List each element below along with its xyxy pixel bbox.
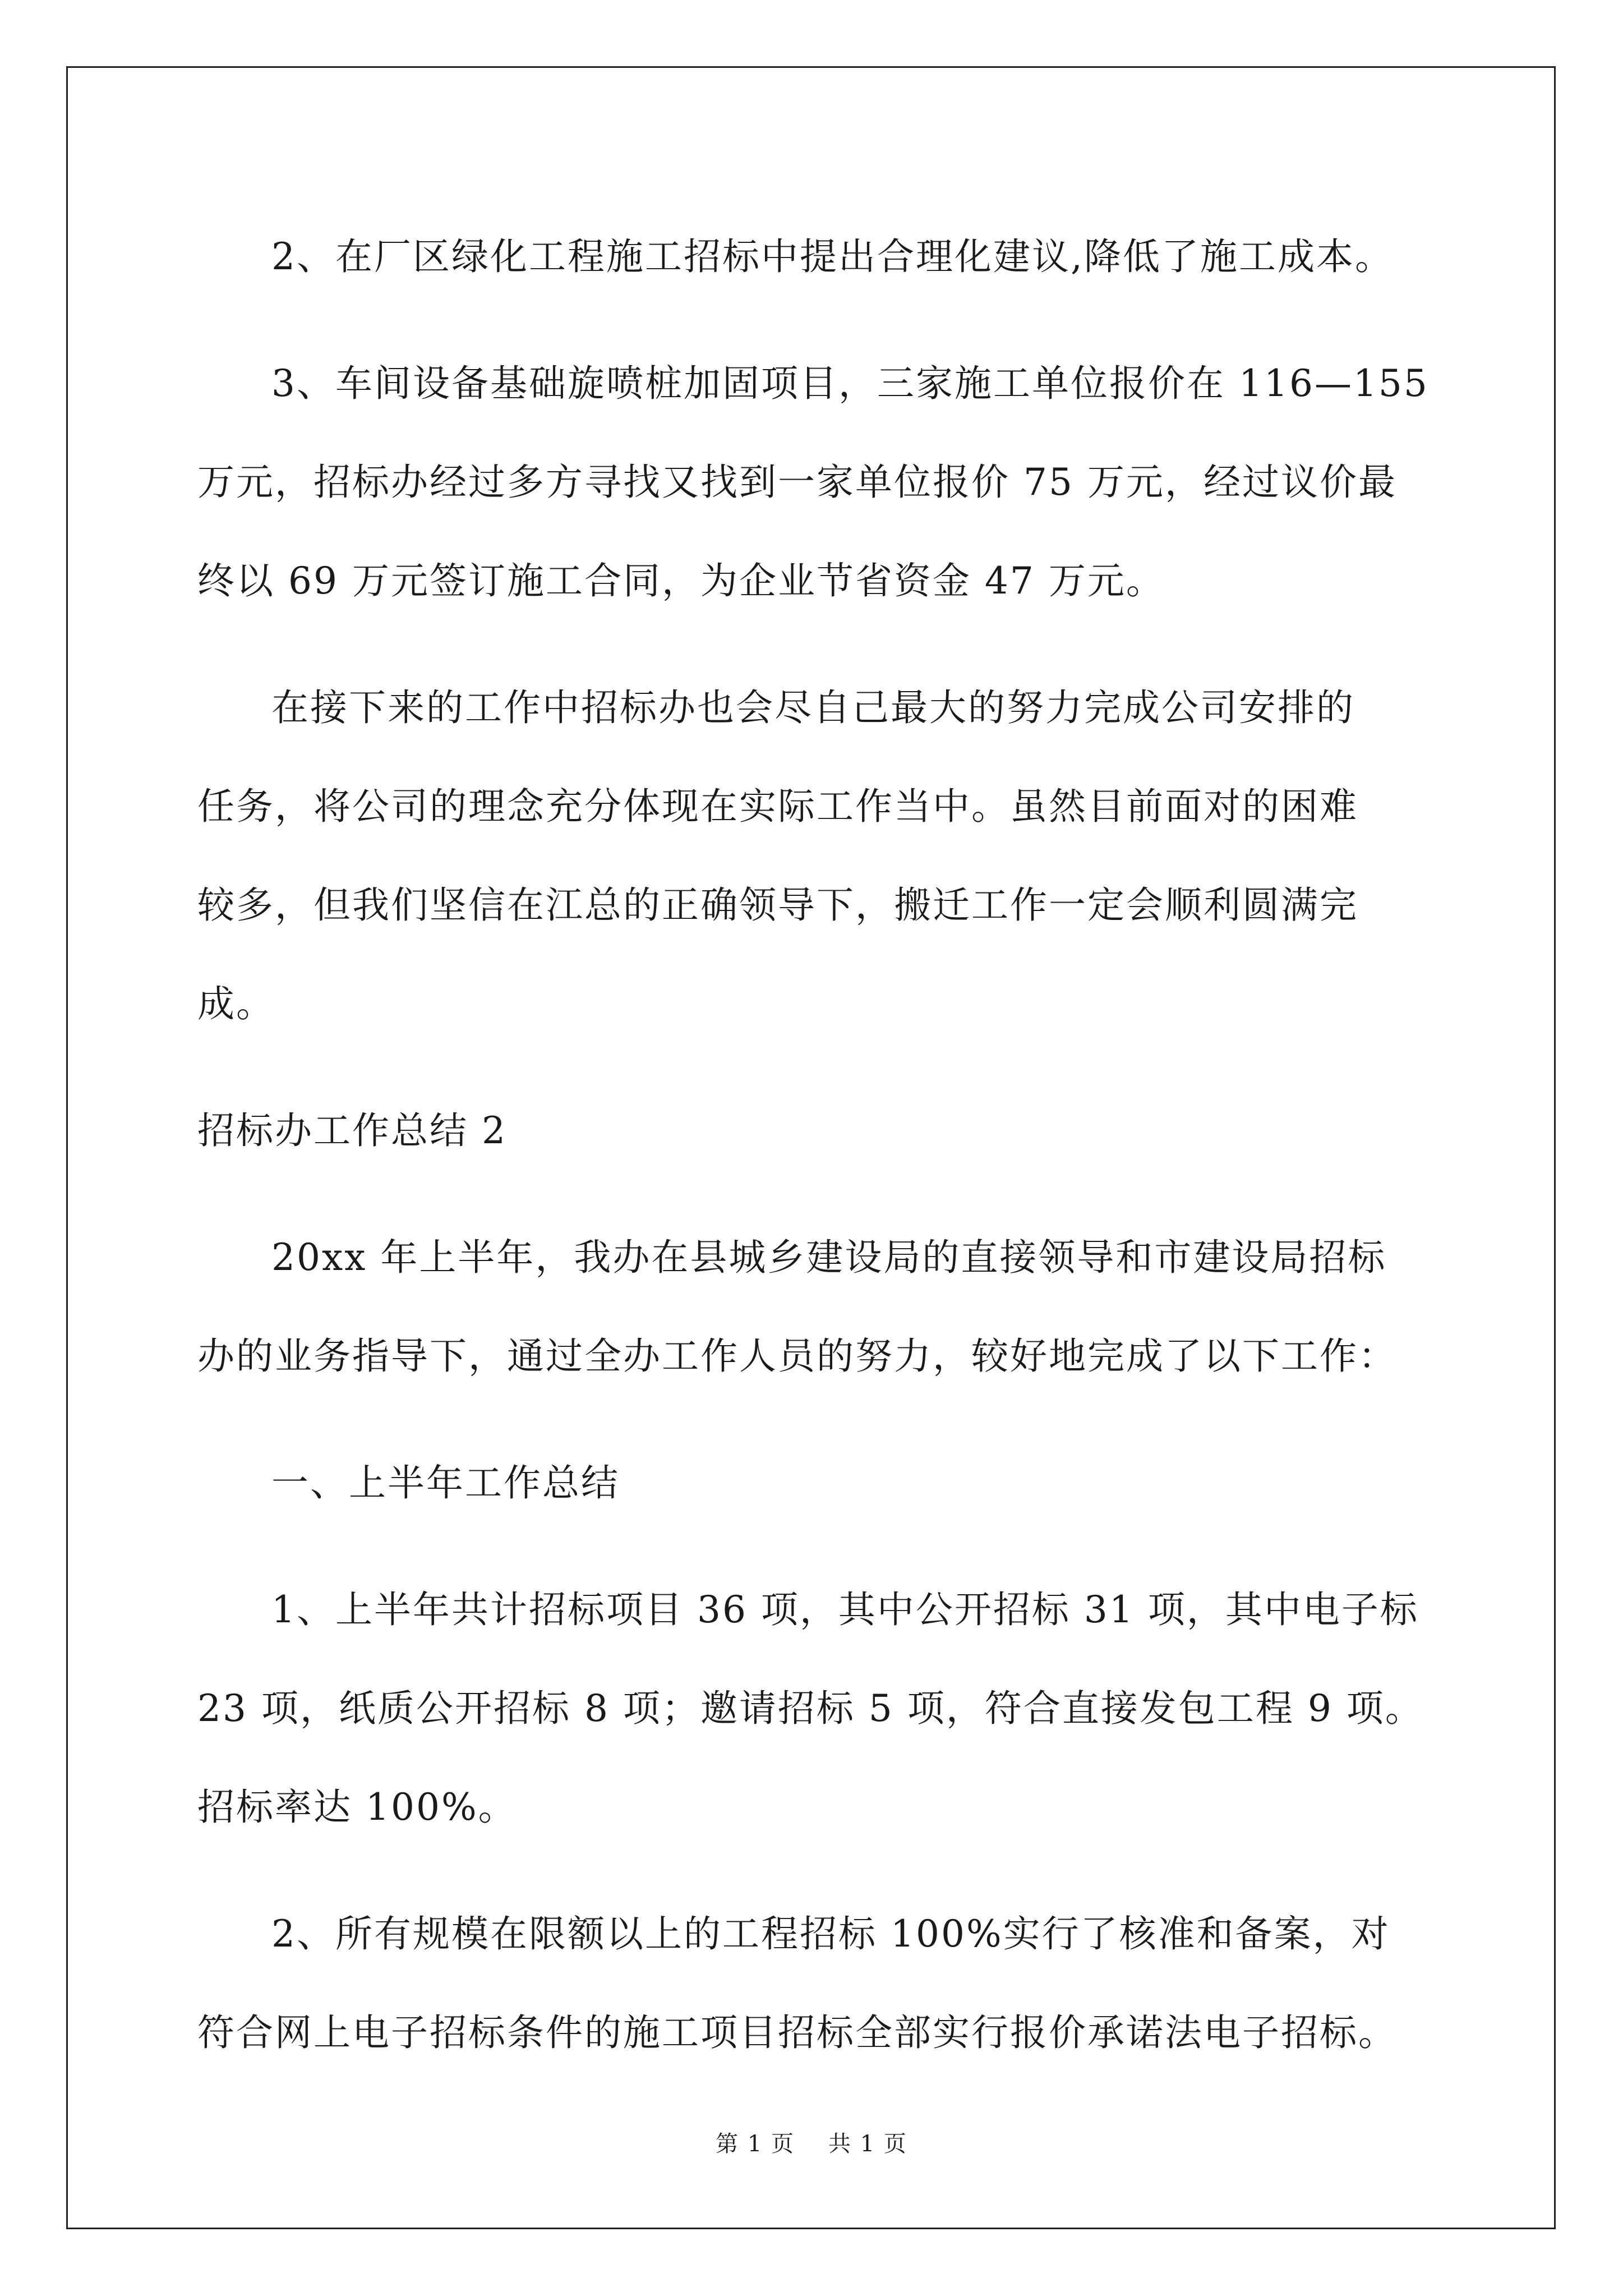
text-line: 任务，将公司的理念充分体现在实际工作当中。虽然目前面对的困难 <box>197 785 1358 828</box>
text-line: 万元，招标办经过多方寻找又找到一家单位报价 75 万元，经过议价最 <box>197 461 1397 504</box>
page-footer <box>0 2126 1623 2158</box>
paragraph-1 <box>197 208 1437 306</box>
text-line: 招标率达 100%。 <box>197 1786 517 1829</box>
paragraph-5 <box>197 1561 1437 1857</box>
text-line: 成。 <box>197 982 275 1025</box>
document-body <box>197 208 1437 2110</box>
section-title: 招标办工作总结 2 <box>197 1109 507 1152</box>
page-number: 第 1 页 <box>716 2131 795 2157</box>
text-line: 符合网上电子招标条件的施工项目招标全部实行报价承诺法电子招标。 <box>197 2011 1397 2054</box>
page-total: 共 1 页 <box>828 2131 907 2157</box>
text-line: 20xx 年上半年，我办在县城乡建设局的直接领导和市建设局招标 <box>271 1236 1387 1279</box>
text-line: 办的业务指导下，通过全办工作人员的努力，较好地完成了以下工作： <box>197 1335 1397 1378</box>
text-line: 终以 69 万元签订施工合同，为企业节省资金 47 万元。 <box>197 559 1165 602</box>
text-line: 一、上半年工作总结 <box>271 1461 620 1504</box>
text-line: 3、车间设备基础旋喷桩加固项目，三家施工单位报价在 116—155 <box>271 362 1429 405</box>
text-line: 较多，但我们坚信在江总的正确领导下，搬迁工作一定会顺利圆满完 <box>197 884 1358 927</box>
text-line: 2、在厂区绿化工程施工招标中提出合理化建议,降低了施工成本。 <box>271 235 1394 278</box>
text-line: 23 项，纸质公开招标 8 项；邀请招标 5 项，符合直接发包工程 9 项。 <box>197 1687 1424 1730</box>
paragraph-2 <box>197 334 1437 631</box>
subheading-first-half-summary <box>197 1434 1437 1533</box>
text-line: 2、所有规模在限额以上的工程招标 100%实行了核准和备案，对 <box>271 1912 1390 1955</box>
paragraph-3 <box>197 659 1437 1053</box>
paragraph-6 <box>197 1885 1437 2082</box>
text-line: 在接下来的工作中招标办也会尽自己最大的努力完成公司安排的 <box>271 686 1355 729</box>
text-line: 1、上半年共计招标项目 36 项，其中公开招标 31 项，其中电子标 <box>271 1588 1419 1631</box>
paragraph-4 <box>197 1208 1437 1406</box>
